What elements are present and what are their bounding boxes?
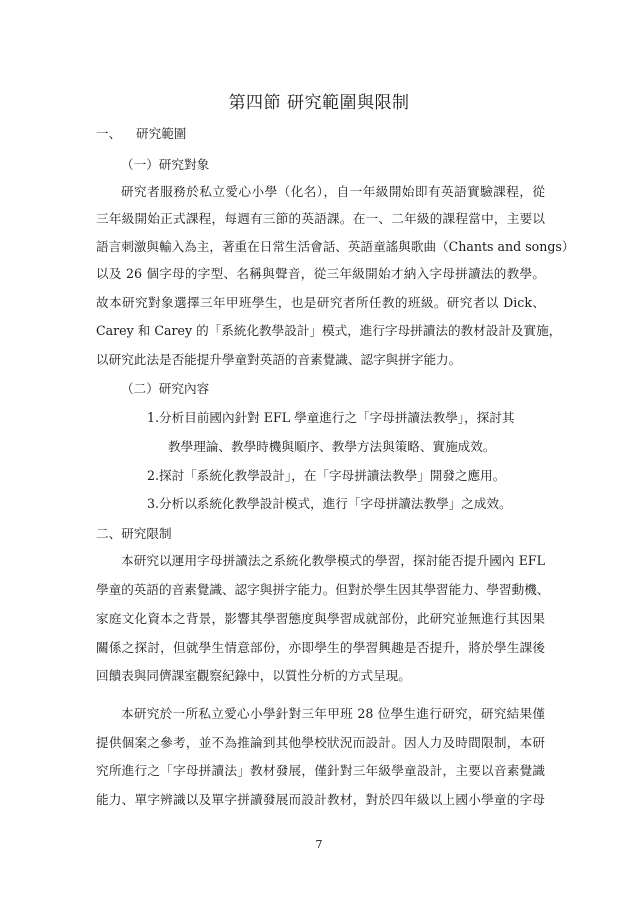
list-item: 2.探討「系統化教學設計」，在「字母拼讀法教學」開發之應用。	[147, 468, 506, 483]
paragraph-line: 學童的英語的音素覺識、認字與拼字能力。但對於學生因其學習能力、學習動機、	[96, 582, 550, 597]
heading-2: 二、研究限制	[96, 526, 172, 541]
paragraph-line: 語言刺激與輸入為主，著重在日常生活會話、英語童謠與歌曲（Chants and songs）	[96, 239, 575, 254]
list-item: 1.分析目前國內針對 EFL 學童進行之「字母拼讀法教學」，探討其	[147, 410, 515, 425]
heading-1-number: 一、	[96, 126, 122, 141]
subheading-research-content: （二）研究內容	[121, 381, 210, 396]
paragraph-line: 家庭文化資本之背景，影響其學習態度與學習成就部份，此研究並無進行其因果	[96, 611, 545, 626]
paragraph-line: Carey 和 Carey 的「系統化教學設計」模式，進行字母拼讀法的教材設計及實施，	[96, 323, 562, 338]
paragraph-line: 以及 26 個字母的字型、名稱與聲音，從三年級開始才納入字母拼讀法的教學。	[96, 266, 545, 281]
list-item: 3.分析以系統化教學設計模式，進行「字母拼讀法教學」之成效。	[147, 496, 512, 511]
page-number: 7	[315, 838, 323, 851]
paragraph-line: 三年級開始正式課程，每週有三節的英語課。在一、二年級的課程當中，主要以	[96, 211, 545, 226]
heading-1-label: 研究範圍	[136, 126, 187, 141]
paragraph-line: 提供個案之參考，並不為推論到其他學校狀況而設計。因人力及時間限制，本研	[96, 735, 545, 750]
section-title: 第四節 研究範圍與限制	[228, 93, 410, 113]
paragraph-line: 究所進行之「字母拼讀法」教材發展，僅針對三年級學童設計，主要以音素覺識	[96, 763, 545, 778]
paragraph-line: 研究者服務於私立愛心小學（化名），自一年級開始即有英語實驗課程，從	[121, 184, 545, 199]
paragraph-line: 故本研究對象選擇三年甲班學生，也是研究者所任教的班級。研究者以 Dick、	[96, 295, 545, 310]
paragraph-line: 本研究以運用字母拼讀法之系統化教學模式的學習，探討能否提升國內 EFL	[121, 553, 545, 568]
paragraph-line: 以研究此法是否能提升學童對英語的音素覺識、認字與拼字能力。	[96, 352, 462, 367]
list-item-continuation: 教學理論、教學時機與順序、教學方法與策略、實施成效。	[168, 439, 496, 454]
paragraph-line: 回饋表與同儕課室觀察紀錄中，以質性分析的方式呈現。	[96, 668, 411, 683]
paragraph-line: 能力、單字辨識以及單字拼讀發展而設計教材，對於四年級以上國小學童的字母	[96, 792, 545, 807]
subheading-research-subjects: （一）研究對象	[121, 157, 210, 172]
paragraph-line: 關係之探討，但就學生情意部份，亦即學生的學習興趣是否提升，將於學生課後	[96, 640, 545, 655]
paragraph-line: 本研究於一所私立愛心小學針對三年甲班 28 位學生進行研究，研究結果僅	[121, 706, 545, 721]
